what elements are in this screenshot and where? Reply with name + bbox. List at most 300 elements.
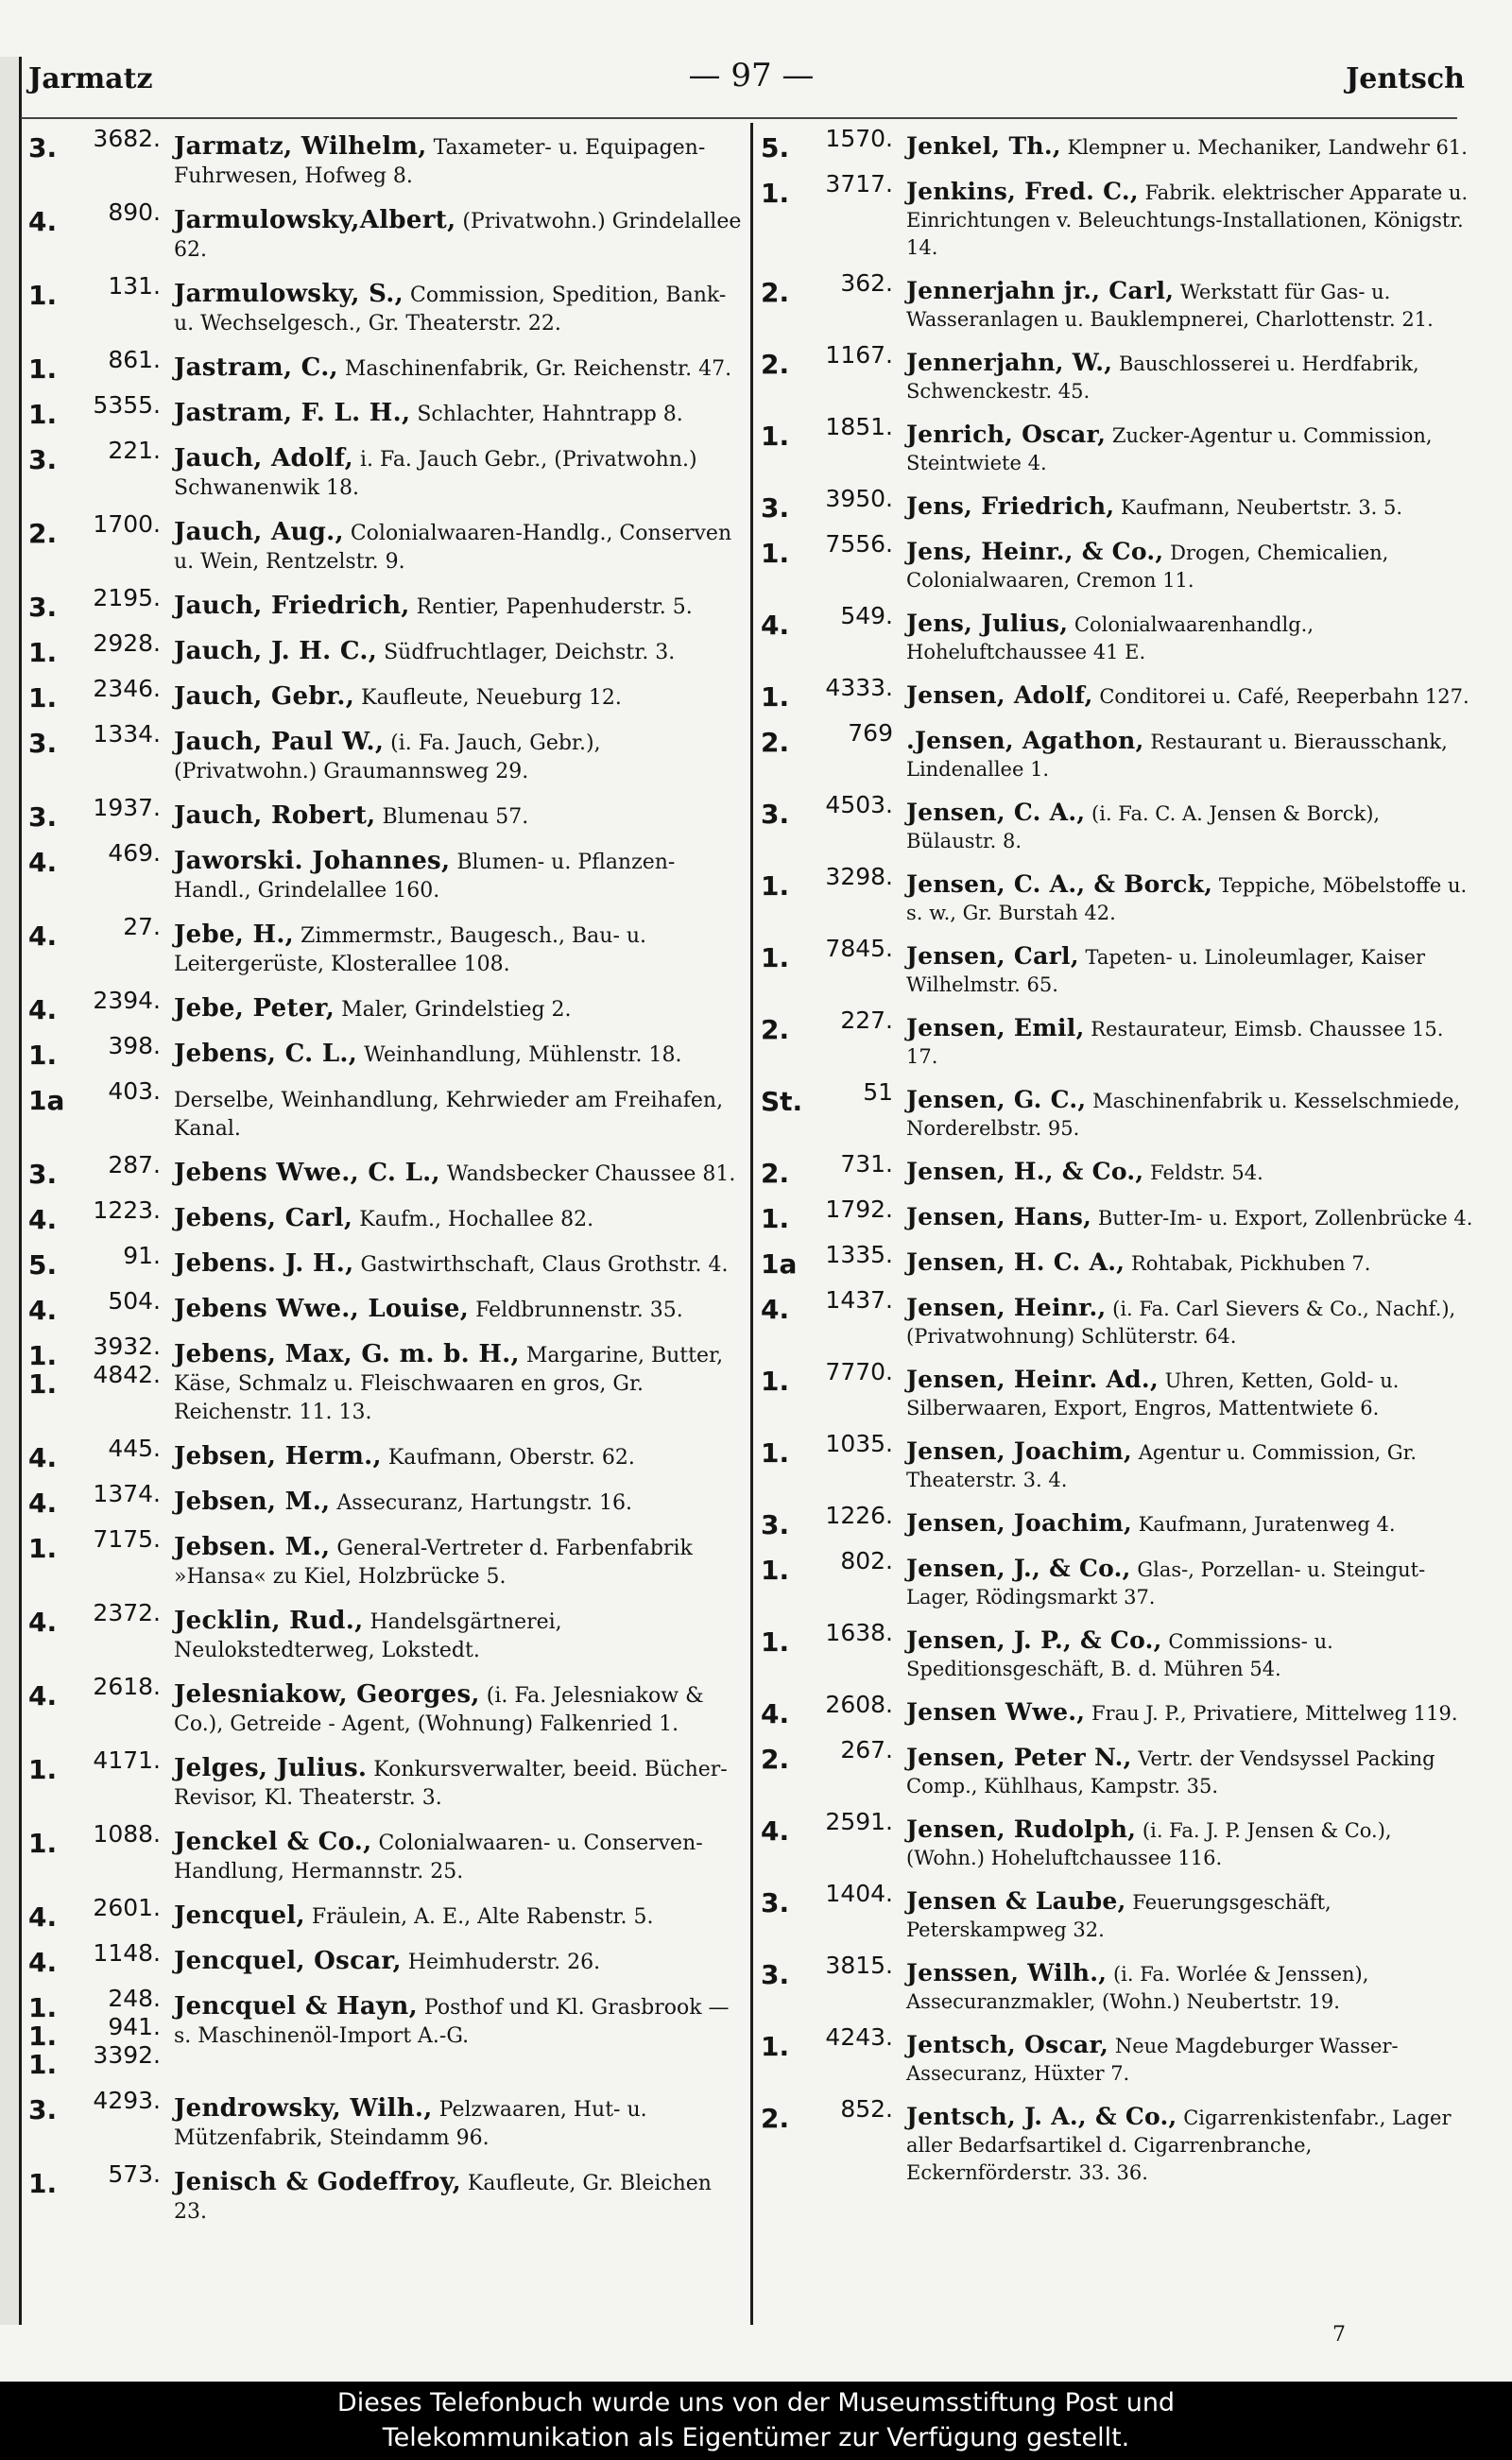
directory-entry: [761, 1241, 1474, 1279]
exchange-code: [28, 391, 68, 429]
subscriber-details: Maler, Grindelstieg 2.: [335, 998, 572, 1022]
directory-entry: [28, 391, 742, 429]
entry-text: [174, 346, 742, 384]
phone-number: [800, 935, 906, 963]
subscriber-details: Fabrik. elektrischer Apparate u. Einrichtungen v. Beleuchtungs-Installationen, Königstr. 14.: [906, 181, 1469, 259]
subscriber-name: Jensen & Laube,: [906, 1887, 1126, 1915]
subscriber-name: Jebens, Max, G. m. b. H.,: [174, 1340, 520, 1368]
subscriber-details: Assecuranz, Hartungstr. 16.: [330, 1491, 633, 1515]
exchange-code-value: 3.: [28, 1159, 58, 1190]
phone-number: [68, 1196, 174, 1225]
subscriber-name: Jensen, J., & Co.,: [906, 1555, 1131, 1582]
exchange-code: [28, 1032, 68, 1070]
directory-entry: [761, 2023, 1474, 2088]
phone-number: [68, 1939, 174, 1968]
exchange-code-value: 1.: [28, 1533, 58, 1564]
exchange-code-value: 4.: [28, 1204, 58, 1235]
phone-number: [800, 1241, 906, 1269]
exchange-code: [761, 1241, 800, 1279]
entry-text: [174, 913, 742, 979]
phone-number-value: 362.: [840, 269, 893, 297]
column-divider: [750, 123, 753, 2325]
entry-text: [174, 1151, 742, 1189]
subscriber-name: Jelesniakow, Georges,: [174, 1680, 480, 1709]
exchange-code-value: 1.: [761, 178, 790, 209]
exchange-code-value: 4.: [28, 1947, 58, 1978]
entry-text: [174, 198, 742, 265]
directory-entry: [28, 272, 742, 338]
entry-text: [174, 437, 742, 503]
exchange-code-value: 3.: [761, 799, 790, 830]
directory-entry: [28, 125, 742, 191]
entry-text: [174, 839, 742, 905]
exchange-code: [28, 1985, 68, 2079]
subscriber-name: Jebsen, Herm.,: [174, 1442, 382, 1471]
exchange-code-value: 1.: [761, 421, 790, 452]
exchange-code-value: 1.: [761, 1555, 790, 1586]
phone-number-value: 1638.: [825, 1619, 893, 1646]
exchange-code-value: 2.: [761, 349, 790, 380]
phone-number-value: 1148.: [93, 1939, 161, 1967]
entry-text: [906, 1952, 1474, 2016]
exchange-code-value: 4.: [28, 1607, 58, 1638]
phone-number-value: 1404.: [825, 1880, 893, 1907]
subscriber-name: Jenkins, Fred. C.,: [906, 178, 1139, 205]
phone-number-value: 731.: [840, 1150, 893, 1178]
subscriber-details: Feldbrunnenstr. 35.: [469, 1299, 683, 1322]
phone-number-value: 7845.: [825, 935, 893, 962]
subscriber-details: (Privatwohn.) Grindelallee 62.: [174, 210, 742, 262]
exchange-code-value: 1a: [28, 1085, 65, 1116]
subscriber-details: Kaufmann, Oberstr. 62.: [381, 1446, 635, 1470]
subscriber-details: Neue Magdeburger Wasser-Assecuranz, Hüxter 7.: [906, 2035, 1399, 2085]
subscriber-name: Jebens, Carl,: [174, 1204, 353, 1232]
exchange-code: [28, 629, 68, 667]
subscriber-name: Jendrowsky, Wilh.,: [174, 2094, 433, 2123]
subscriber-details: Blumenau 57.: [375, 805, 529, 829]
exchange-code-value: 1.: [761, 942, 790, 973]
subscriber-name: Jensen, Joachim,: [906, 1437, 1133, 1465]
subscriber-name: Jensen, C. A.,: [906, 799, 1086, 826]
entry-text: [906, 863, 1474, 927]
exchange-code: [761, 1547, 800, 1585]
phone-number-value: 1374.: [93, 1480, 161, 1507]
phone-number: [68, 1287, 174, 1316]
exchange-code-value: 3.: [28, 2094, 58, 2125]
exchange-code: [28, 794, 68, 832]
subscriber-name: Jentsch, J. A., & Co.,: [906, 2103, 1177, 2130]
directory-entry: [28, 794, 742, 832]
subscriber-details: Frau J. P., Privatiere, Mittelweg 119.: [1085, 1702, 1458, 1725]
exchange-code-value: 4.: [28, 1295, 58, 1326]
exchange-code: [28, 913, 68, 951]
subscriber-name: Jensen, Hans,: [906, 1203, 1092, 1230]
exchange-code: [761, 1150, 800, 1188]
phone-number-value: 403.: [108, 1077, 161, 1105]
entry-text: [174, 1242, 742, 1280]
exchange-code-value: 1.: [28, 1368, 58, 1400]
entry-text: [906, 1880, 1474, 1944]
directory-entry: [28, 720, 742, 786]
exchange-code-value: 1.: [761, 538, 790, 569]
exchange-code-value: 1.: [761, 681, 790, 713]
entry-text: [906, 170, 1474, 262]
phone-number: [68, 1525, 174, 1554]
left-column: [28, 125, 742, 2227]
subscriber-name: Jenkel, Th.,: [906, 132, 1061, 160]
directory-entry: [761, 413, 1474, 477]
directory-entry: [28, 839, 742, 905]
subscriber-name: Jenckel & Co.,: [174, 1828, 372, 1856]
directory-entry: [761, 1078, 1474, 1143]
phone-number-value: 3717.: [825, 170, 893, 198]
directory-entry: [761, 1358, 1474, 1422]
exchange-code: [761, 1619, 800, 1657]
directory-entry: [28, 198, 742, 265]
directory-entry: [28, 1242, 742, 1280]
exchange-code-value: 3.: [761, 1509, 790, 1540]
directory-entry: [761, 1547, 1474, 1611]
phone-number-value: 4293.: [93, 2087, 161, 2114]
exchange-code-value: 3.: [28, 132, 58, 163]
entry-text: [906, 1078, 1474, 1143]
phone-number: [800, 1358, 906, 1386]
phone-number-value: 1937.: [93, 794, 161, 821]
subscriber-name: Jensen, Adolf,: [906, 681, 1093, 709]
subscriber-details: Heimhuderstr. 26.: [401, 1951, 601, 1974]
exchange-code: [761, 341, 800, 379]
exchange-code-value: 5.: [28, 1249, 58, 1281]
phone-number: [800, 1691, 906, 1719]
page-footer-number: 7: [1332, 2323, 1346, 2347]
exchange-code: [28, 437, 68, 474]
phone-number: [68, 1673, 174, 1701]
directory-entry: [761, 1952, 1474, 2016]
phone-number: [68, 720, 174, 748]
exchange-code: [761, 170, 800, 208]
exchange-code-value: St.: [761, 1086, 803, 1117]
subscriber-name: Jens, Heinr., & Co.,: [906, 538, 1164, 565]
subscriber-details: Uhren, Ketten, Gold- u. Silberwaaren, Export, Engros, Mattentwiete 6.: [906, 1369, 1400, 1419]
directory-entry: [28, 1894, 742, 1932]
subscriber-name: Jecklin, Rud.,: [174, 1607, 364, 1635]
exchange-code-value: 2.: [761, 1014, 790, 1045]
subscriber-details: Colonialwaaren- u. Conserven-Handlung, Hermannstr. 25.: [174, 1832, 703, 1884]
directory-entry: [28, 437, 742, 503]
exchange-code-value: 3.: [28, 444, 58, 475]
subscriber-details: i. Fa. Jauch Gebr., (Privatwohn.) Schwanenwik 18.: [174, 448, 697, 500]
subscriber-details: General-Vertreter d. Farbenfabrik »Hansa« zu Kiel, Holzbrücke 5.: [174, 1537, 693, 1589]
directory-entry: [761, 341, 1474, 405]
phone-number-value: 1700.: [93, 510, 161, 538]
entry-text: [174, 1599, 742, 1665]
exchange-code: [761, 530, 800, 568]
exchange-code: [761, 1006, 800, 1044]
subscriber-name: Jebens Wwe., Louise,: [174, 1295, 470, 1323]
entry-text: [174, 720, 742, 786]
exchange-code: [761, 674, 800, 712]
subscriber-name: Jencquel, Oscar,: [174, 1947, 402, 1975]
subscriber-details: Wandsbecker Chaussee 81.: [439, 1162, 736, 1186]
entry-text: [174, 1077, 742, 1144]
exchange-code-value: 1.: [28, 2168, 58, 2199]
entry-text: [174, 1480, 742, 1518]
exchange-code: [28, 198, 68, 236]
entry-text: [906, 791, 1474, 855]
subscriber-details: Blumen- u. Pflanzen-Handl., Grindelallee 160.: [174, 851, 676, 903]
subscriber-details: Vertr. der Vendsyssel Packing Comp., Kühlhaus, Kampstr. 35.: [906, 1747, 1435, 1798]
exchange-code: [28, 1435, 68, 1472]
subscriber-name: Jebens Wwe., C. L.,: [174, 1159, 440, 1187]
subscriber-details: Schlachter, Hahntrapp 8.: [410, 403, 683, 426]
phone-number-value: 3815.: [825, 1952, 893, 1979]
entry-text: [906, 530, 1474, 594]
header-page-number: — 97 —: [688, 57, 815, 95]
entry-text: [174, 272, 742, 338]
phone-number-value: 4171.: [93, 1746, 161, 1774]
phone-number: [68, 675, 174, 703]
phone-number: [800, 1196, 906, 1224]
subscriber-details: Tapeten- u. Linoleumlager, Kaiser Wilhelmstr. 65.: [906, 946, 1426, 996]
exchange-code: [761, 269, 800, 307]
footer-line-1: Dieses Telefonbuch wurde uns von der Museumsstiftung Post und: [336, 2388, 1176, 2417]
entry-text: [174, 1894, 742, 1932]
directory-entry: [28, 2160, 742, 2227]
entry-text: [906, 1006, 1474, 1071]
entry-text: [174, 584, 742, 622]
exchange-code-value: 3.: [761, 1959, 790, 1990]
phone-number-value: 4243.: [825, 2023, 893, 2051]
header-rule: [21, 117, 1457, 119]
exchange-code-value: 1.: [28, 682, 58, 714]
phone-number: [68, 437, 174, 465]
phone-number: [68, 198, 174, 227]
phone-number-value: 27.: [123, 913, 161, 940]
phone-number-value: 769: [848, 719, 893, 747]
subscriber-name: Jens, Friedrich,: [906, 492, 1115, 520]
subscriber-details: Klempner u. Mechaniker, Landwehr 61.: [1060, 136, 1468, 159]
entry-text: [174, 1939, 742, 1977]
phone-number-value: 2618.: [93, 1673, 161, 1700]
subscriber-name: Jensen, Joachim,: [906, 1509, 1133, 1537]
subscriber-name: Jens, Julius,: [906, 610, 1069, 637]
entry-text: [906, 1502, 1474, 1539]
directory-entry: [28, 629, 742, 667]
subscriber-name: Jauch, Gebr.,: [174, 682, 355, 711]
exchange-code: [761, 2095, 800, 2133]
directory-entry: [761, 125, 1474, 163]
exchange-code-value: 1.: [28, 399, 58, 430]
entry-text: [906, 1358, 1474, 1422]
phone-number-value: 3392.: [93, 2041, 161, 2069]
phone-number: [800, 1619, 906, 1647]
exchange-code-value: 2.: [761, 277, 790, 308]
entry-text: [906, 485, 1474, 522]
entry-text: [174, 391, 742, 429]
phone-number: [800, 1150, 906, 1178]
subscriber-name: Jensen, Rudolph,: [906, 1815, 1137, 1843]
subscriber-name: Jauch, Paul W.,: [174, 728, 385, 756]
subscriber-details: Restaurateur, Eimsb. Chaussee 15. 17.: [906, 1018, 1444, 1068]
phone-number: [800, 170, 906, 198]
phone-number-value: 2394.: [93, 987, 161, 1014]
entry-text: [174, 2160, 742, 2227]
subscriber-name: Jebe, H.,: [174, 920, 295, 949]
phone-number: [68, 1985, 174, 2070]
subscriber-name: Jensen, Peter N.,: [906, 1744, 1132, 1771]
subscriber-details: Südfruchtlager, Deichstr. 3.: [377, 641, 676, 664]
exchange-code-value: 4.: [28, 847, 58, 878]
exchange-code-value: 1.: [761, 870, 790, 902]
directory-entry: [761, 719, 1474, 783]
entry-text: [906, 2095, 1474, 2187]
phone-number-value: 2928.: [93, 629, 161, 657]
subscriber-details: Fräulein, A. E., Alte Rabenstr. 5.: [304, 1905, 654, 1929]
phone-number-value: 941.: [108, 2013, 161, 2040]
entry-text: [174, 629, 742, 667]
exchange-code-value: 3.: [761, 1887, 790, 1918]
exchange-code-value: 1.: [28, 1754, 58, 1785]
phone-number: [68, 1242, 174, 1270]
subscriber-details: Butter-Im- u. Export, Zollenbrücke 4.: [1091, 1207, 1473, 1230]
exchange-code-value: 1.: [761, 1626, 790, 1658]
subscriber-name: Jastram, F. L. H.,: [174, 399, 411, 427]
subscriber-name: Jensen, J. P., & Co.,: [906, 1626, 1162, 1654]
directory-entry: [28, 1820, 742, 1886]
directory-entry: [761, 530, 1474, 594]
exchange-code: [761, 1808, 800, 1846]
exchange-code-value: 4.: [28, 206, 58, 237]
phone-number: [68, 1435, 174, 1463]
phone-number: [68, 272, 174, 301]
subscriber-name: Jarmulowsky,Albert,: [174, 206, 456, 234]
phone-number: [68, 1333, 174, 1389]
entry-text: [174, 1820, 742, 1886]
phone-number-value: 573.: [108, 2160, 161, 2188]
subscriber-name: Jenssen, Wilh.,: [906, 1959, 1108, 1987]
phone-number-value: 861.: [108, 346, 161, 373]
subscriber-name: Jauch, Adolf,: [174, 444, 354, 473]
subscriber-name: Jennerjahn jr., Carl,: [906, 277, 1175, 304]
subscriber-details: Kaufmann, Neubertstr. 3. 5.: [1114, 496, 1403, 519]
exchange-code-value: 4.: [28, 994, 58, 1025]
subscriber-name: Jencquel & Hayn,: [174, 1992, 418, 2021]
subscriber-name: .Jensen, Agathon,: [906, 727, 1144, 754]
directory-entry: [761, 935, 1474, 999]
exchange-code: [761, 1286, 800, 1324]
phone-number-value: 267.: [840, 1736, 893, 1763]
phone-number: [800, 341, 906, 370]
directory-entry: [28, 1032, 742, 1070]
right-column: [761, 125, 1474, 2187]
entry-text: [906, 602, 1474, 666]
subscriber-name: Jelges, Julius.: [174, 1754, 368, 1782]
subscriber-details: (i. Fa. J. P. Jensen & Co.), (Wohn.) Hoheluftchaussee 116.: [906, 1819, 1392, 1869]
subscriber-name: Jebsen, M.,: [174, 1488, 331, 1516]
entry-text: [906, 341, 1474, 405]
exchange-code: [28, 1525, 68, 1563]
entry-text: [174, 1287, 742, 1325]
exchange-code-value: 1a: [761, 1248, 798, 1280]
exchange-code: [28, 1333, 68, 1399]
phone-number: [800, 719, 906, 748]
directory-entry: [761, 602, 1474, 666]
exchange-code-value: 2.: [761, 727, 790, 758]
entry-text: [906, 1241, 1474, 1278]
exchange-code-value: 1.: [28, 280, 58, 311]
phone-number: [800, 791, 906, 819]
subscriber-details: (i. Fa. Worlée & Jenssen), Assecuranzmakler, (Wohn.) Neubertstr. 19.: [906, 1963, 1369, 2013]
phone-number-value: 3932.: [93, 1333, 161, 1360]
subscriber-name: Jaworski. Johannes,: [174, 847, 451, 875]
entry-text: [174, 1746, 742, 1813]
exchange-code: [28, 1673, 68, 1711]
exchange-code-value: 3.: [28, 592, 58, 623]
entry-text: [174, 125, 742, 191]
exchange-code-value: 1.: [28, 353, 58, 385]
phone-number: [68, 1032, 174, 1060]
phone-number: [68, 1746, 174, 1775]
exchange-code: [761, 1196, 800, 1233]
exchange-code: [28, 346, 68, 384]
directory-entry: [761, 1196, 1474, 1233]
exchange-code-value: 4.: [28, 1901, 58, 1933]
phone-number-value: 1570.: [825, 125, 893, 152]
phone-number: [800, 1880, 906, 1908]
entry-text: [906, 674, 1474, 711]
exchange-code: [28, 1196, 68, 1234]
exchange-code: [28, 675, 68, 713]
phone-number: [68, 913, 174, 941]
directory-entry: [28, 2087, 742, 2153]
phone-number-value: 3298.: [825, 863, 893, 890]
entry-text: [174, 1525, 742, 1591]
entry-text: [174, 987, 742, 1024]
directory-entry: [761, 1808, 1474, 1872]
phone-number-value: 4842.: [93, 1361, 161, 1388]
phone-number-value: 1437.: [825, 1286, 893, 1314]
phone-number: [68, 839, 174, 868]
directory-entry: [761, 1430, 1474, 1494]
adjacent-page-edge: [0, 57, 22, 2325]
exchange-code: [28, 1077, 68, 1115]
subscriber-name: Jauch, Robert,: [174, 801, 376, 830]
phone-number: [68, 346, 174, 374]
exchange-code: [761, 1880, 800, 1918]
directory-entry: [28, 346, 742, 384]
phone-number: [800, 1502, 906, 1530]
phone-number-value: 1792.: [825, 1196, 893, 1223]
directory-entry: [28, 675, 742, 713]
phone-number: [800, 1547, 906, 1575]
exchange-code: [28, 987, 68, 1024]
exchange-code-value: 1.: [28, 1040, 58, 1071]
subscriber-details: Glas-, Porzellan- u. Steingut-Lager, Rödingsmarkt 37.: [906, 1558, 1426, 1608]
subscriber-details: Konkursverwalter, beeid. Bücher-Revisor, Kl. Theaterstr. 3.: [174, 1758, 728, 1810]
subscriber-name: Jensen, G. C.,: [906, 1086, 1087, 1113]
entry-text: [174, 794, 742, 832]
subscriber-name: Jensen Wwe.,: [906, 1698, 1086, 1726]
phone-number-value: 852.: [840, 2095, 893, 2123]
phone-number: [800, 1430, 906, 1458]
directory-entry: [761, 1006, 1474, 1071]
exchange-code-value: 3.: [761, 492, 790, 524]
phone-number-value: 131.: [108, 272, 161, 300]
phone-number-value: 51: [863, 1078, 893, 1106]
entry-text: [906, 1691, 1474, 1728]
subscriber-details: (i. Fa. Jauch, Gebr.), (Privatwohn.) Graumannsweg 29.: [174, 731, 601, 783]
subscriber-name: Jensen, Heinr. Ad.,: [906, 1366, 1159, 1393]
